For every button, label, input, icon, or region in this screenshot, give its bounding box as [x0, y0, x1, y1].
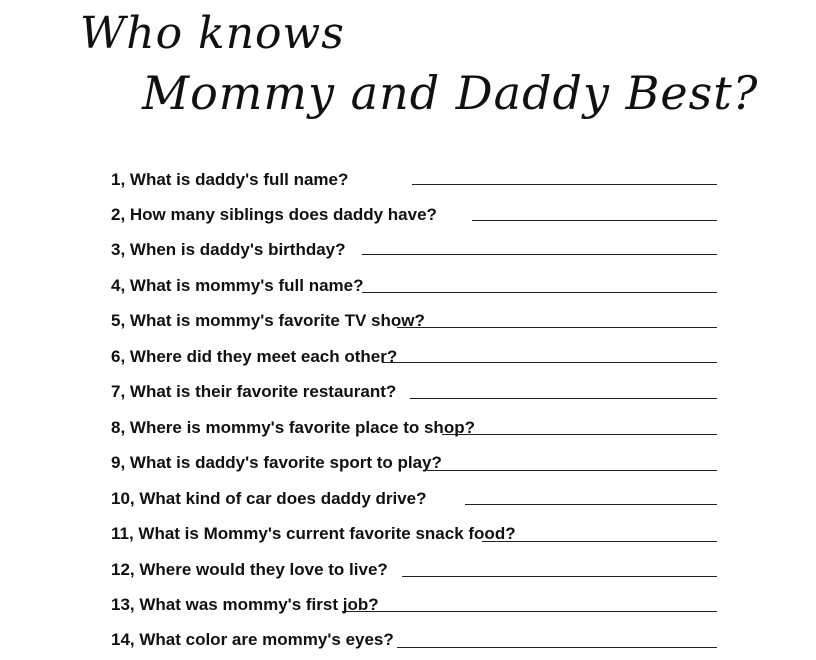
question-9: 9, What is daddy's favorite sport to play? [111, 453, 442, 472]
answer-line-9[interactable] [427, 470, 717, 471]
question-8: 8, Where is mommy's favorite place to shop? [111, 418, 475, 437]
question-13: 13, What was mommy's first job? [111, 595, 379, 614]
question-7: 7, What is their favorite restaurant? [111, 382, 397, 401]
question-5: 5, What is mommy's favorite TV show? [111, 311, 425, 330]
answer-line-3[interactable] [362, 254, 717, 255]
answer-line-1[interactable] [412, 184, 717, 185]
question-6: 6, Where did they meet each other? [111, 347, 398, 366]
question-4: 4, What is mommy's full name? [111, 276, 364, 295]
answer-line-13[interactable] [342, 611, 717, 612]
answer-line-10[interactable] [465, 504, 717, 505]
title-line-1: Who knows [80, 8, 345, 59]
question-3: 3, When is daddy's birthday? [111, 240, 346, 259]
question-14: 14, What color are mommy's eyes? [111, 630, 394, 649]
title-line-2: Mommy and Daddy Best? [142, 66, 759, 120]
answer-line-5[interactable] [397, 327, 717, 328]
answer-line-11[interactable] [482, 541, 717, 542]
question-2: 2, How many siblings does daddy have? [111, 205, 437, 224]
question-12: 12, Where would they love to live? [111, 560, 388, 579]
answer-line-4[interactable] [362, 292, 717, 293]
question-11: 11, What is Mommy's current favorite snack food? [111, 524, 516, 543]
question-10: 10, What kind of car does daddy drive? [111, 489, 427, 508]
question-1: 1, What is daddy's full name? [111, 170, 349, 189]
answer-line-6[interactable] [382, 362, 717, 363]
answer-line-14[interactable] [397, 647, 717, 648]
answer-line-8[interactable] [442, 434, 717, 435]
answer-line-7[interactable] [410, 398, 717, 399]
answer-line-2[interactable] [472, 220, 717, 221]
answer-line-12[interactable] [402, 576, 717, 577]
